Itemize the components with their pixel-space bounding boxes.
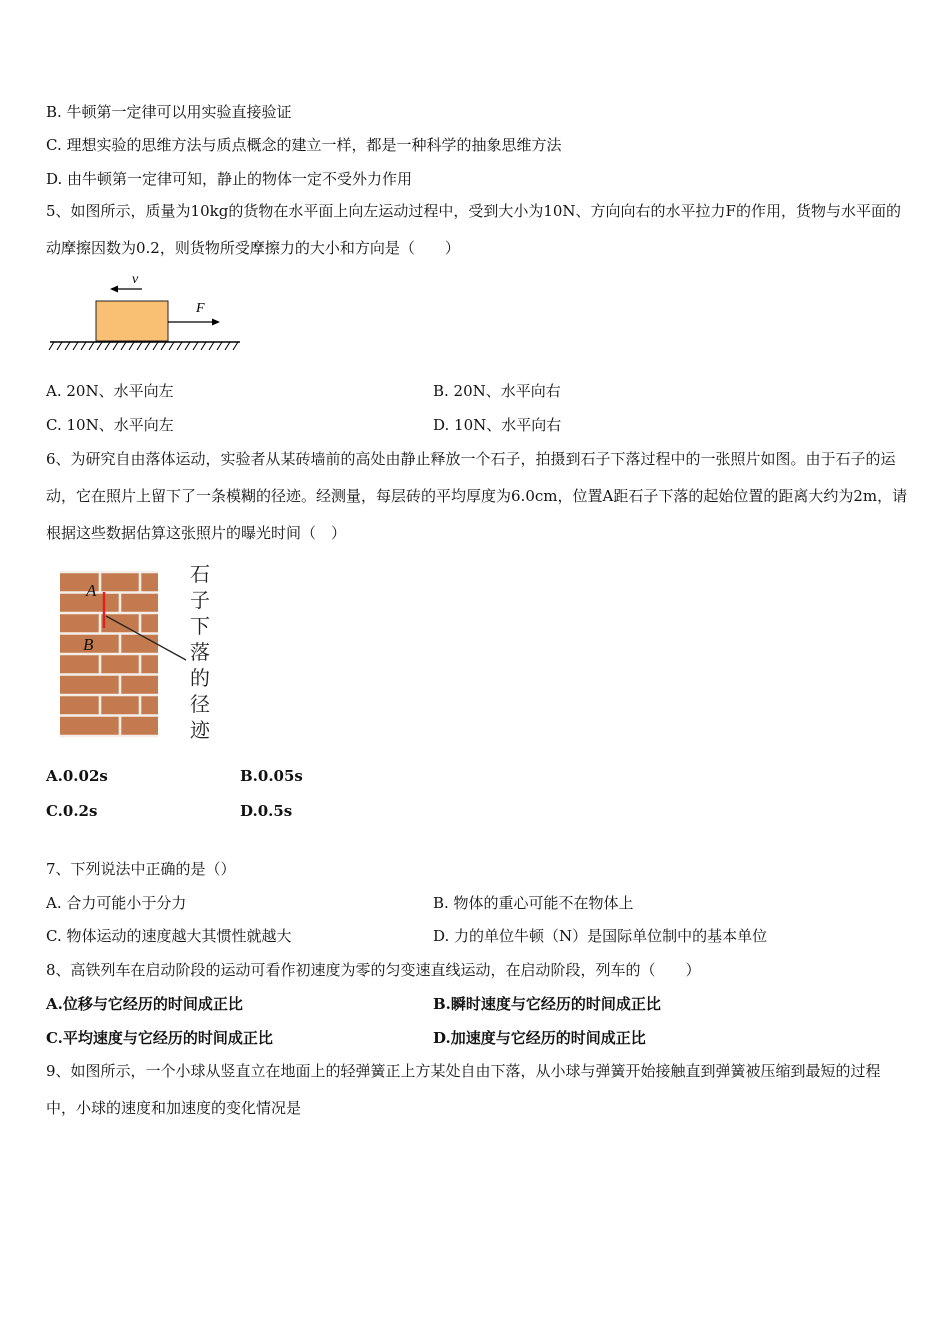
- force-label: F: [196, 301, 205, 316]
- brick-wall-figure: [56, 564, 226, 746]
- q4-option-d: D. 由牛顿第一定律可知，静止的物体一定不受外力作用: [46, 170, 413, 188]
- caption-char: 石: [190, 564, 210, 586]
- velocity-label: v: [132, 272, 139, 287]
- velocity-arrowhead: [110, 286, 118, 293]
- q7-option-c: C. 物体运动的速度越大其惯性就越大: [46, 927, 292, 945]
- q6-option-c: C.0.2s: [46, 802, 98, 820]
- q5-option-c: C. 10N、水平向左: [46, 416, 174, 434]
- q8-option-a: A.位移与它经历的时间成正比: [46, 995, 243, 1013]
- caption-char: 迹: [190, 718, 210, 742]
- q8-stem: 8、高铁列车在启动阶段的运动可看作初速度为零的匀变速直线运动，在启动阶段，列车的（ ）: [46, 961, 701, 979]
- q7-stem: 7、下列说法中正确的是（）: [46, 860, 236, 878]
- q8-option-d: D.加速度与它经历的时间成正比: [433, 1029, 646, 1047]
- q5-figure: [46, 268, 246, 354]
- force-arrowhead: [212, 319, 220, 326]
- q4-option-b: B. 牛顿第一定律可以用实验直接验证: [46, 103, 292, 121]
- caption-char: 下: [190, 614, 210, 638]
- q5-option-d: D. 10N、水平向右: [433, 416, 562, 434]
- caption-char: 落: [190, 640, 210, 664]
- caption-char: 的: [190, 666, 210, 690]
- q8-option-b: B.瞬时速度与它经历的时间成正比: [433, 995, 661, 1013]
- q6-stem: 6、为研究自由落体运动，实验者从某砖墙前的高处由静止释放一个石子，拍摄到石子下落过程中的一张照片如图。由于石子的运动，它在照片上留下了一条模糊的径迹。经测量，每层砖的平均厚度为6.0cm，位置A距石子下落的起始位置的距离大约为2m，请根据这些数据估算这张照片的曝光时间（ ）: [46, 450, 908, 542]
- q6-option-a: A.0.02s: [46, 767, 108, 785]
- label-b: B: [83, 635, 94, 654]
- q5-stem: 5、如图所示，质量为10kg的货物在水平面上向左运动过程中，受到大小为10N、方向向右的水平拉力F的作用，货物与水平面的动摩擦因数为0.2，则货物所受摩擦力的大小和方向是（ ）: [46, 202, 901, 257]
- q5-option-a: A. 20N、水平向左: [46, 382, 174, 400]
- figure-caption: [190, 564, 211, 742]
- q6-option-b: B.0.05s: [240, 767, 303, 785]
- q8-option-c: C.平均速度与它经历的时间成正比: [46, 1029, 273, 1047]
- cargo-box: [96, 301, 168, 341]
- q7-option-a: A. 合力可能小于分力: [46, 894, 187, 912]
- q9-stem: 9、如图所示，一个小球从竖直立在地面上的轻弹簧正上方某处自由下落，从小球与弹簧开始接触直到弹簧被压缩到最短的过程中，小球的速度和加速度的变化情况是: [46, 1062, 881, 1117]
- q4-option-c: C. 理想实验的思维方法与质点概念的建立一样，都是一种科学的抽象思维方法: [46, 136, 562, 154]
- q7-option-d: D. 力的单位牛顿（N）是国际单位制中的基本单位: [433, 927, 768, 945]
- ground-hatching: [49, 342, 238, 350]
- q6-option-d: D.0.5s: [240, 802, 293, 820]
- label-a: A: [86, 581, 97, 600]
- q7-option-b: B. 物体的重心可能不在物体上: [433, 894, 634, 912]
- caption-char: 径: [190, 692, 210, 716]
- caption-char: 子: [190, 588, 210, 612]
- q5-option-b: B. 20N、水平向右: [433, 382, 561, 400]
